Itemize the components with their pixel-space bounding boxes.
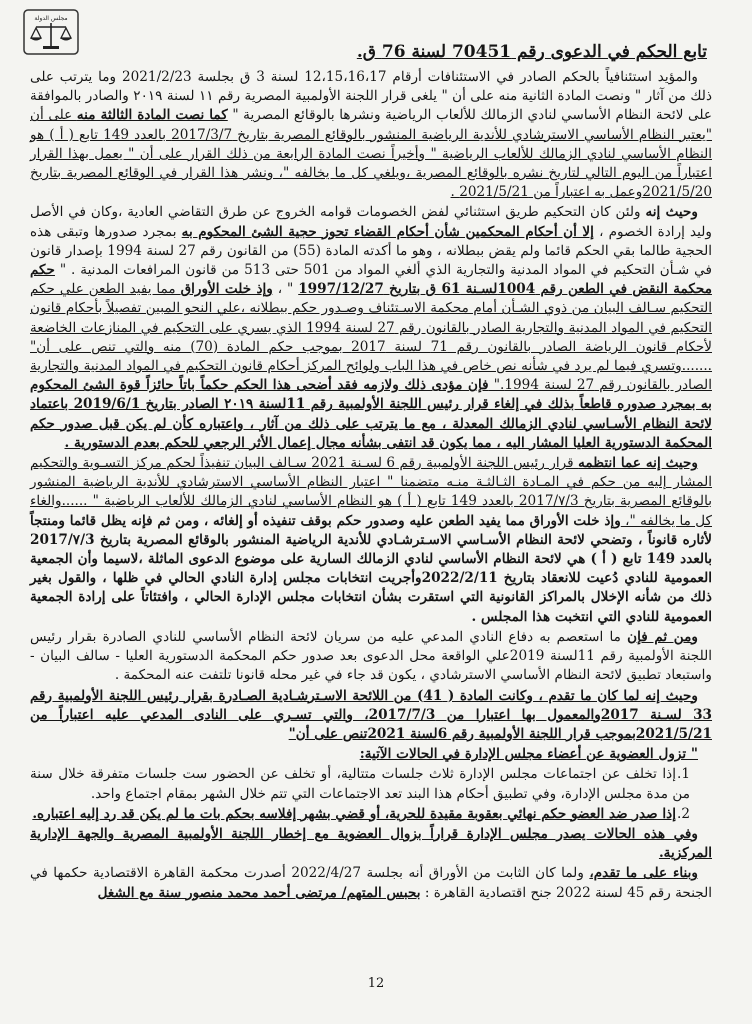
text-run: إذا صدر ضد العضو حكم نهائي بعقوبة مقيدة للحرية، أو قضي بشهر إفلاسه بحكم بات ما لم يكن قد رد إليه اعتباره.: [32, 805, 676, 822]
svg-text:مجلس الدولة: مجلس الدولة: [34, 15, 68, 22]
text-run: إذا تخلف عن اجتماعات مجلس الإدارة ثلاث جلسات متتالية، أو تخلف عن الحضور ست جلسات متفرقة خلال سنة من مدة مجلس الإدارة، وفي تطبيق أحكام هذا البند تعد الاجتماعات التي تتم خلال الشهر بمقام اجتماع واحد.: [30, 766, 690, 802]
text-run: وحيث إنه: [645, 204, 698, 221]
text-run: مما يفيد الطعن علي حكم التحكيم سـالف البيان من ذوي الشـأن أمام محكمة الاسـتئناف وصـدور حكم ببطلانه ،علي النحو المبين تفصيلاً بأحكام قانون التحكيم في المواد المدنية والتجارية الصادر بالقانون رقم 27 لسنة 1994 الذي يسري على التحكيم في المنازعات الخاضعة لأحكام قانون الرياضة الصادر بالقانون رقم 71 لسنة 2017 بموجب حكم المادة (70) منه والتي تنص على أن" .......وتسري فيما لم يرد في شأنه نص خاص في هذا الباب ولوائح المركز أحكام قانون التحكيم في المواد المدنية والتجارية الصادر بالقانون رقم 27 لسنة 1994.": [30, 281, 713, 394]
text-run: كما نصت المادة الثالثة منه: [76, 107, 228, 124]
list-item: [30, 765, 690, 803]
page-number: 12: [367, 976, 385, 991]
text-run: بمجرد صدورها وتبقى هذه الحجية طالما بقي الحكم قائما ولم يقض ببطلانه ، وهو ما أكدته المادة (55) من القانون رقم 27 لسنة 1994 بإصدار قانون في شـأن التحكيم في المواد المدنية والتجارية الذي ألغي المواد من 501 حتى 513 من قانون المرافعات المدنية . ": [30, 223, 712, 279]
text-run: ولما كان الثابت من الأوراق أنه بجلسة 2022/4/27 أصدرت محكمة القاهرة الاقتصادية حكمها في الجنحة رقم 45 لسنة 2022 جنح اقتصادية القاهرة :: [30, 865, 712, 901]
paragraph: [30, 864, 712, 902]
list-item: [30, 805, 690, 824]
list-number: 1.: [677, 766, 690, 783]
page-heading: تابع الحكم في الدعوى رقم 70451 لسنة 76 ق.: [356, 42, 707, 62]
paragraph: [30, 203, 712, 453]
text-run: وحيث إنه لما كان ما تقدم ، وكانت المادة ( 41) من اللائحة الاسـترشـادية الصـادرة بقرار رئيس اللجنة الأولمبية رقم 33 لسـنة 2017والمعمول بها اعتبارا من 2017/7/3، والتي تسـري على النادى المدعي عليه اعتباراً من 2021/5/21بموجب قرار اللجنة الأولمبية رقم 6لسنة 2021تنص على أن": [30, 687, 713, 742]
conditions-list: [30, 765, 712, 824]
main-paragraphs: [30, 68, 712, 764]
paragraph: [30, 628, 712, 686]
text-run: قرار رئيس اللجنة الأولمبية رقم 6 لسـنة 2021 سـالف البيان تنفيذاً لحكم مركز التسـوية والتحكيم المشار إليه من حكم في المـادة الثـالثـة منـه متضمنا " اعتبار النظام الأساسي الاسترشادي للأندية الرياضية المنشور بالوقائع المصرية بتاريخ 2017/٧/3 بالعدد 149 تابع ( أ ) هو النظام الأساسي لنادي الزمالك للألعاب الرياضية " ......والغاء كل ما يخالفه "،: [30, 455, 712, 529]
text-run: ولئن كان التحكيم طريق استثنائي لفض الخصومات قوامه الخروج عن طرق التقاضي العادية ،وكان في الأصل وليد إرادة الخصوم ،: [30, 204, 712, 240]
text-run: على أن "يعتبر النظام الأساسي الاسترشادي للأندية الرياضية المنشور بالوقائع المصرية بتاريخ 2017/3/7 بالعدد 149 تابع ( أ ) هو النظام الأساسي لنادي الزمالك للألعاب الرياضية " وأخيراً نصت المادة الرابعة من ذلك القرار على أن " يعمل بهذا القرار اعتباراً من اليوم التالي لتاريخ نشره بالوقائع المصرية ،ويلغي كل ما يخالفه "، ونشر هذا القرار في الوقائع المصرية بتاريخ 2021/5/20وعمل به اعتباراً من 2021/5/21 .: [30, 107, 712, 201]
paragraph: [30, 825, 712, 863]
text-run: فإن مؤدى ذلك ولازمه فقد أضحى هذا الحكم حكماً باتاً حائزاً قوة الشئ المحكوم به بمجرد صدوره قاطعاً بذلك في إلغاء قرار رئيس اللجنة الأولمبية رقم 11لسنة ٢٠١٩ الصادر بتاريخ 2019/6/1 باعتماد لائحة النظام الأسـاسي لنادي الزمالك المعدلة ، مع ما يترتب على ذلك من آثار ، واعتباره كأن لم يكن قبل صدور حكم المحكمة الدستورية العليا المشار اليه ، مما يكون قد انتفى بشأنه مجال إعمال الأثر الرجعي للحكم بعدم الدستورية .: [30, 377, 712, 451]
text-run: وإذ خلت الأوراق مما يفيد الطعن عليه وصدور حكم بوقف تنفيذه أو إلغائه ، ومن ثم فإنه يظل قائما ومنتجاً لأثاره قانوناً ، وتضحي لائحة النظام الأسـاسي الاسـترشـادي للأندية الرياضية المنشور بالوقائع المصرية بتاريخ 2017/٧/3 بالعدد 149 تابع ( أ ) هي لائحة النظام الأساسي لنادي الزمالك السارية على موضوع الدعوى الماثلة ،لاسيما وأن الجمعية العمومية للنادي دُعيت للانعقاد بتاريخ 2022/2/11وأجريت انتخابات مجلس إدارة النادي الحالي في ظلها ، والقول بغير ذلك من شأنه الإخلال بالمراكز القانونية التي استقرت بشأن انتخابات مجلس الإدارة الحالي ، وافتئاتاً على إرادة الجمعية العمومية للنادي التي انتخبت هذا المجلس .: [30, 512, 713, 625]
text-run: وبناء على ما تقدم،: [589, 865, 698, 882]
list-number: 2.: [677, 805, 690, 822]
text-run: حكم محكمة النقض في الطعن رقم 1004لسـنة 61 ق بتاريخ 1997/12/27: [30, 262, 712, 298]
text-run: ومن ثم فإن: [627, 628, 698, 645]
paragraph: [30, 68, 712, 202]
council-seal-logo: [22, 8, 80, 56]
text-run: وإذ خلت الأوراق: [180, 281, 273, 298]
paragraph: [30, 745, 712, 764]
text-run: وحيث إنه عما انتظمه: [578, 455, 698, 472]
paragraph: [30, 687, 712, 745]
closing-paragraphs: [30, 825, 712, 903]
text-run: ما استعصم به دفاع النادي المدعي عليه من سريان لائحة النظام الأساسي للنادي الصادرة بقرار رئيس اللجنة الأولمبية رقم 11لسنة 2019علي الواقعة محل الدعوى بعد صدور حكم المحكمة الدستورية العليا - سالف البيان - واستبعاد تطبيق لائحة النظام الأساسي الاسترشادي ، يكون قد جاء في غير محله قانونا تلتفت عنه المحكمة .: [30, 628, 712, 684]
text-run: " تزول العضوية عن أعضاء مجلس الإدارة في الحالات الآتية:: [359, 746, 698, 763]
document-body: [30, 68, 712, 904]
text-run: والمؤيد استئنافياً بالحكم الصادر في الاستئنافات أرقام 12،15،16،17 لسنة 3 ق بجلسة 2021/2/23 وما يترتب على ذلك من آثار " ونصت المادة الثانية منه على أن " يلغى قرار اللجنة الأولمبية المصرية رقم ١١ لسنة ٢٠١٩ والصادر بالموافقة على لائحة النظام الأساسي لنادي الزمالك للألعاب الرياضية ونشرها بالوقائع المصرية ": [30, 69, 712, 124]
text-run: إلا أن أحكام المحكمين شأن أحكام القضاء تحوز حجية الشئ المحكوم به: [181, 223, 594, 240]
text-run: بحبس المتهم/ مرتضى أحمد محمد منصور سنة مع الشغل: [97, 884, 421, 901]
text-run: " ،: [272, 281, 299, 298]
paragraph: [30, 454, 712, 627]
text-run: وفي هذه الحالات يصدر مجلس الإدارة قراراً بزوال العضوية مع إخطار اللجنة الأولمبية المصرية والجهة الإدارية المركزية.: [30, 825, 712, 862]
